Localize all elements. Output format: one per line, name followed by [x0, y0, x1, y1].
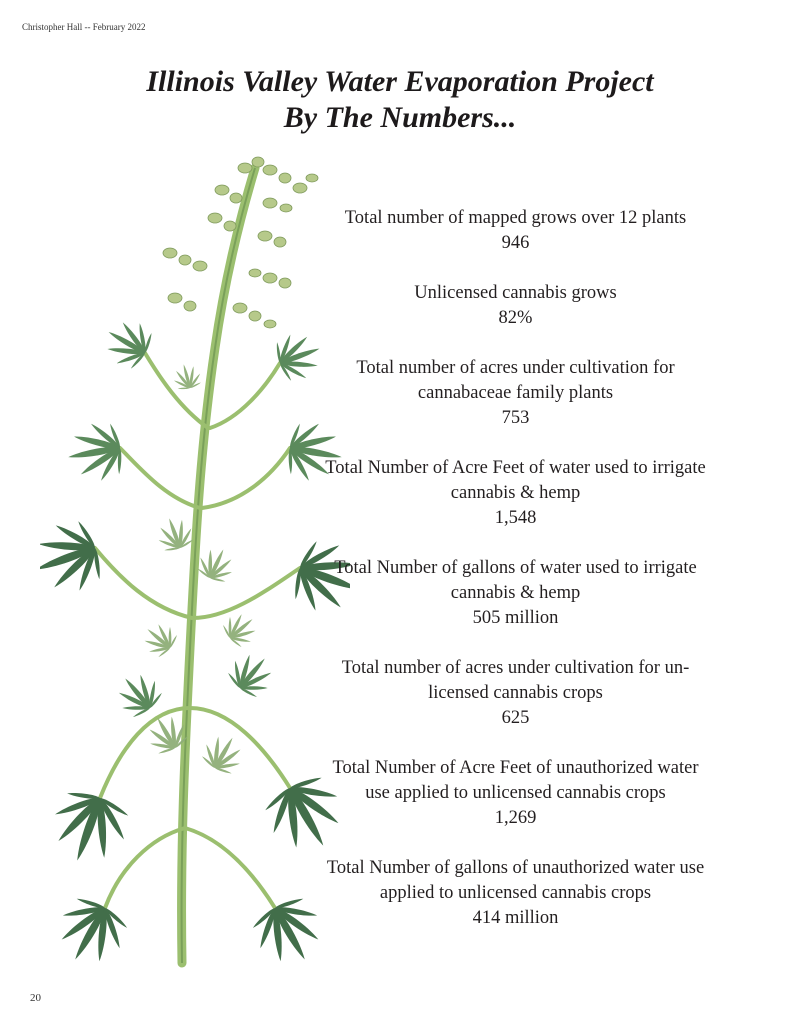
- stat-label: Total number of acres under cultivation for un-licensed cannabis crops: [341, 658, 690, 703]
- stat-value: 1,548: [494, 508, 537, 528]
- stat-label: Total Number of gallons of water used to irrigate cannabis & hemp: [334, 558, 697, 603]
- stat-item: [318, 556, 713, 631]
- stat-label: Unlicensed cannabis grows: [414, 283, 617, 303]
- stat-value: 414 million: [472, 908, 559, 928]
- stat-value: 82%: [498, 308, 533, 328]
- stats-list: [318, 206, 713, 956]
- stat-item: [318, 756, 713, 831]
- stat-label: Total Number of Acre Feet of unauthorized water use applied to unlicensed cannabis crops: [332, 758, 699, 803]
- stat-item: [318, 281, 713, 331]
- page-title: [0, 64, 800, 136]
- stat-item: [318, 356, 713, 431]
- page-number: 20: [30, 992, 41, 1004]
- title-line-1: Illinois Valley Water Evaporation Project: [146, 65, 654, 98]
- title-line-2: By The Numbers...: [283, 101, 517, 134]
- stat-label: Total number of mapped grows over 12 plants: [344, 208, 687, 228]
- stat-label: Total Number of Acre Feet of water used to irrigate cannabis & hemp: [325, 458, 706, 503]
- stat-item: [318, 206, 713, 256]
- stat-label: Total Number of gallons of unauthorized water use applied to unlicensed cannabis crops: [326, 858, 705, 903]
- header-note: Christopher Hall -- February 2022: [22, 22, 146, 32]
- stat-value: 505 million: [472, 608, 559, 628]
- stat-value: 753: [501, 408, 530, 428]
- stat-value: 625: [501, 708, 530, 728]
- stat-value: 946: [501, 233, 530, 253]
- stat-item: [318, 456, 713, 531]
- stat-value: 1,269: [494, 808, 537, 828]
- stat-item: [318, 656, 713, 731]
- stat-label: Total number of acres under cultivation for cannabaceae family plants: [356, 358, 675, 403]
- stat-item: [318, 856, 713, 931]
- cannabis-plant-icon: [40, 148, 350, 970]
